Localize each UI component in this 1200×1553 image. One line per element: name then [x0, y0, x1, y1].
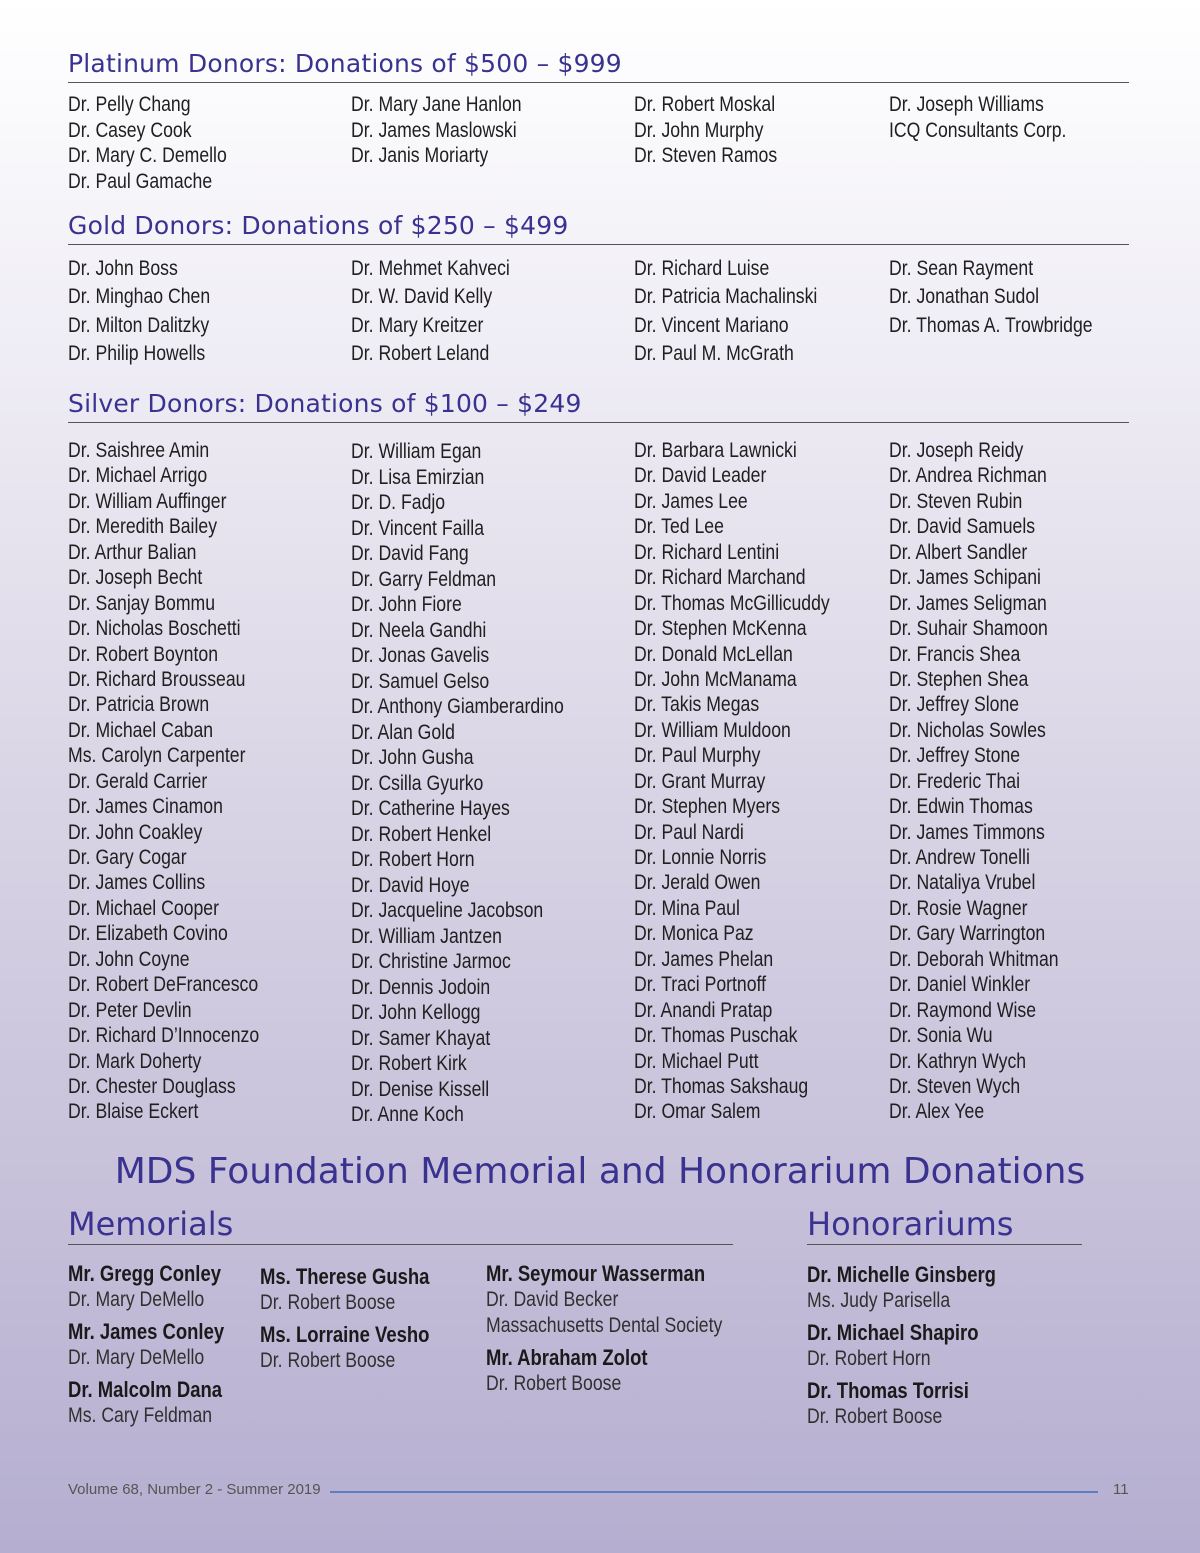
donor-name: Dr. Gary Warrington	[889, 922, 1046, 946]
donor-name: Dr. Daniel Winkler	[889, 973, 1031, 997]
tribute-donor: Ms. Cary Feldman	[68, 1404, 213, 1427]
donor-name: Dr. Paul Gamache	[68, 169, 213, 193]
tribute-entry	[807, 1378, 1032, 1430]
donor-name: Dr. Alex Yee	[889, 1100, 985, 1124]
donor-name: Dr. Paul Nardi	[634, 820, 744, 844]
tribute-name: Mr. James Conley	[68, 1319, 225, 1344]
donor-name: Dr. Peter Devlin	[68, 998, 192, 1022]
tribute-donor: Dr. Robert Horn	[807, 1347, 931, 1370]
tribute-name: Ms. Lorraine Vesho	[260, 1322, 430, 1347]
donor-name: Dr. John Boss	[68, 257, 178, 280]
donor-name: Dr. Elizabeth Covino	[68, 922, 228, 946]
donor-name: Dr. Paul Murphy	[634, 744, 761, 768]
donor-name: Dr. Chester Douglass	[68, 1074, 236, 1098]
tribute-donor: Dr. Robert Boose	[807, 1405, 943, 1428]
donor-name: Ms. Carolyn Carpenter	[68, 744, 246, 768]
donor-name: Dr. Garry Feldman	[351, 567, 497, 591]
tribute-name: Dr. Malcolm Dana	[68, 1377, 223, 1402]
platinum-column-1	[68, 92, 257, 194]
donor-name: Dr. Andrew Tonelli	[889, 846, 1030, 869]
donor-name: Dr. Lisa Emirzian	[351, 465, 485, 489]
donor-name: Dr. Traci Portnoff	[634, 973, 767, 997]
donor-name: Dr. Frederic Thai	[889, 769, 1021, 793]
donor-name: Dr. Robert Kirk	[351, 1052, 467, 1075]
honorariums-column	[807, 1262, 1032, 1436]
tribute-donor: Dr. Robert Boose	[260, 1291, 396, 1314]
donor-name: Dr. Gary Cogar	[68, 846, 187, 869]
donor-name: Dr. Michael Caban	[68, 718, 214, 742]
donor-name: Dr. James Phelan	[634, 947, 774, 971]
page-number: 11	[1113, 1481, 1129, 1498]
memorials-column-3	[486, 1261, 767, 1403]
donor-name: Dr. James Lee	[634, 489, 748, 513]
donor-name: Dr. John Fiore	[351, 593, 462, 616]
tribute-donor: Dr. Mary DeMello	[68, 1288, 205, 1311]
donor-name: Dr. Rosie Wagner	[889, 896, 1028, 920]
donor-name: Dr. Robert Boynton	[68, 642, 219, 666]
donor-name: Dr. Mary C. Demello	[68, 144, 227, 167]
donor-name: Dr. Stephen Myers	[634, 795, 781, 819]
donor-name: Dr. Mark Doherty	[68, 1049, 202, 1073]
donor-name: Dr. Patricia Machalinski	[634, 285, 818, 309]
donor-name: Dr. W. David Kelly	[351, 285, 493, 309]
donor-name: Dr. Pelly Chang	[68, 93, 191, 116]
donor-name: Dr. Jonathan Sudol	[889, 285, 1040, 309]
donor-name: Dr. Mary Kreitzer	[351, 313, 484, 337]
donor-name: Dr. Michael Arrigo	[68, 464, 208, 488]
donor-name: Dr. Michael Cooper	[68, 896, 219, 920]
donor-name: Dr. William Egan	[351, 440, 482, 463]
donor-name: Dr. David Fang	[351, 542, 469, 565]
donor-name: Dr. Jonas Gavelis	[351, 644, 490, 667]
donor-name: Dr. Joseph Williams	[889, 93, 1044, 116]
donor-name: Dr. D. Fadjo	[351, 491, 446, 514]
gold-column-1	[68, 255, 237, 368]
tribute-entry	[260, 1264, 462, 1316]
donor-name: Dr. Grant Murray	[634, 769, 766, 793]
donor-name: Dr. Csilla Gyurko	[351, 771, 484, 795]
donor-name: Dr. Blaise Eckert	[68, 1100, 199, 1124]
donor-name: Dr. Anandi Pratap	[634, 998, 773, 1022]
donor-name: Dr. Suhair Shamoon	[889, 617, 1048, 641]
silver-donors-heading: Silver Donors: Donations of $100 – $249	[68, 388, 1129, 423]
donor-name: Dr. Sanjay Bommu	[68, 591, 216, 615]
donor-name: Dr. Anthony Giamberardino	[351, 695, 564, 718]
donor-name: Dr. Neela Gandhi	[351, 618, 487, 642]
donor-name: Dr. Edwin Thomas	[889, 795, 1033, 819]
donor-name: Dr. John Coyne	[68, 947, 190, 971]
donor-name: Dr. Steven Rubin	[889, 489, 1023, 513]
tribute-name: Mr. Seymour Wasserman	[486, 1261, 706, 1286]
donor-name: Dr. Jeffrey Stone	[889, 744, 1021, 768]
tribute-entry	[807, 1320, 1032, 1372]
tribute-name: Dr. Michelle Ginsberg	[807, 1262, 996, 1287]
donor-name: Dr. Ted Lee	[634, 515, 724, 539]
tribute-name: Dr. Thomas Torrisi	[807, 1378, 969, 1403]
donor-name: Dr. John Gusha	[351, 746, 474, 769]
donor-name: Dr. Dennis Jodoin	[351, 975, 491, 999]
tribute-name: Ms. Therese Gusha	[260, 1264, 430, 1289]
donor-name: Dr. Stephen McKenna	[634, 617, 807, 641]
tribute-donor: Dr. Mary DeMello	[68, 1346, 205, 1369]
donor-name: Dr. Barbara Lawnicki	[634, 439, 797, 462]
donor-name: Dr. Arthur Balian	[68, 540, 197, 564]
donor-name: Dr. David Leader	[634, 464, 767, 488]
memorial-honorarium-title: MDS Foundation Memorial and Honorarium Donations	[114, 1151, 1086, 1192]
tribute-entry	[260, 1322, 462, 1374]
silver-column-1	[68, 438, 296, 1125]
tribute-donor: Dr. David Becker	[486, 1288, 619, 1311]
donor-name: Dr. Milton Dalitzky	[68, 313, 210, 337]
donor-name: Dr. Lonnie Norris	[634, 846, 767, 869]
donor-name: Dr. Catherine Hayes	[351, 797, 510, 820]
donor-name: Dr. Denise Kissell	[351, 1077, 490, 1101]
donor-name: Dr. Takis Megas	[634, 693, 760, 717]
donor-name: Dr. Joseph Becht	[68, 566, 203, 590]
gold-column-4	[889, 255, 1131, 340]
donor-name: Dr. Saishree Amin	[68, 439, 210, 462]
donor-name: Dr. John Kellogg	[351, 1001, 481, 1024]
donor-name: Dr. Stephen Shea	[889, 667, 1029, 691]
donor-name: Dr. Mehmet Kahveci	[351, 257, 510, 280]
donor-name: Dr. Vincent Failla	[351, 516, 485, 540]
donor-name: ICQ Consultants Corp.	[889, 118, 1067, 142]
donor-name: Dr. David Hoye	[351, 873, 470, 897]
platinum-column-2	[351, 92, 554, 169]
donor-name: Dr. Paul M. McGrath	[634, 341, 794, 365]
memorials-column-2	[260, 1264, 462, 1380]
donor-name: Dr. Albert Sandler	[889, 540, 1028, 564]
platinum-donors-heading: Platinum Donors: Donations of $500 – $999	[68, 48, 1129, 83]
platinum-column-4	[889, 92, 1100, 143]
donor-name: Dr. Casey Cook	[68, 118, 192, 142]
donor-name: Dr. Deborah Whitman	[889, 947, 1059, 971]
donor-name: Dr. James Cinamon	[68, 795, 223, 819]
donor-name: Dr. Omar Salem	[634, 1100, 761, 1124]
donor-name: Dr. Donald McLellan	[634, 642, 793, 666]
gold-column-2	[351, 255, 540, 368]
donor-name: Dr. David Samuels	[889, 515, 1036, 539]
tribute-name: Dr. Michael Shapiro	[807, 1320, 979, 1345]
silver-column-3	[634, 438, 867, 1125]
donor-name: Dr. Robert Henkel	[351, 822, 492, 846]
donor-name: Dr. Mina Paul	[634, 896, 740, 920]
donor-name: Dr. Samer Khayat	[351, 1026, 491, 1050]
tribute-donor: Massachusetts Dental Society	[486, 1314, 723, 1337]
donor-name: Dr. Richard Luise	[634, 257, 770, 280]
donor-name: Dr. James Schipani	[889, 566, 1041, 590]
donor-name: Dr. Nicholas Boschetti	[68, 617, 241, 641]
donor-name: Dr. Joseph Reidy	[889, 439, 1024, 462]
donor-name: Dr. James Seligman	[889, 591, 1047, 615]
silver-column-2	[351, 439, 604, 1128]
donor-name: Dr. Minghao Chen	[68, 285, 211, 309]
donor-name: Dr. Francis Shea	[889, 642, 1021, 666]
gold-donors-heading: Gold Donors: Donations of $250 – $499	[68, 210, 1129, 245]
tribute-entry	[486, 1261, 767, 1339]
tribute-name: Mr. Abraham Zolot	[486, 1345, 648, 1370]
donor-name: Dr. Christine Jarmoc	[351, 950, 511, 973]
donor-name: Dr. Monica Paz	[634, 922, 754, 946]
donor-name: Dr. William Jantzen	[351, 924, 502, 948]
tribute-entry	[807, 1262, 1032, 1314]
donor-name: Dr. Sean Rayment	[889, 257, 1034, 280]
donor-name: Dr. Jerald Owen	[634, 871, 761, 895]
donor-name: Dr. Robert Leland	[351, 341, 490, 365]
memorials-heading: Memorials	[68, 1204, 733, 1245]
donor-name: Dr. John Murphy	[634, 118, 764, 142]
tribute-donor: Ms. Judy Parisella	[807, 1289, 951, 1312]
tribute-donor: Dr. Robert Boose	[486, 1372, 622, 1395]
donor-name: Dr. Raymond Wise	[889, 998, 1037, 1022]
donor-name: Dr. Richard D’Innocenzo	[68, 1024, 260, 1048]
donor-name: Dr. Steven Wych	[889, 1074, 1021, 1098]
donor-name: Dr. Richard Brousseau	[68, 667, 246, 691]
donor-name: Dr. Thomas Puschak	[634, 1024, 798, 1048]
silver-column-4	[889, 438, 1091, 1125]
donor-name: Dr. John Coakley	[68, 820, 203, 844]
donor-name: Dr. James Collins	[68, 871, 206, 895]
donor-name: Dr. James Timmons	[889, 820, 1045, 844]
donor-name: Dr. Robert DeFrancesco	[68, 973, 259, 997]
tribute-entry	[68, 1319, 254, 1371]
donor-name: Dr. Robert Horn	[351, 848, 475, 871]
donor-name: Dr. Sonia Wu	[889, 1024, 993, 1048]
tribute-name: Mr. Gregg Conley	[68, 1261, 222, 1286]
donor-name: Dr. Janis Moriarty	[351, 144, 489, 167]
donor-name: Dr. Thomas McGillicuddy	[634, 591, 830, 615]
donor-name: Dr. Mary Jane Hanlon	[351, 93, 522, 116]
donor-name: Dr. Richard Lentini	[634, 540, 780, 564]
donor-name: Dr. Philip Howells	[68, 341, 206, 365]
footer-divider	[330, 1491, 1098, 1493]
donor-name: Dr. Anne Koch	[351, 1103, 464, 1126]
donor-name: Dr. Michael Putt	[634, 1049, 759, 1073]
donor-name: Dr. Gerald Carrier	[68, 769, 208, 793]
tribute-entry	[68, 1261, 254, 1313]
donor-name: Dr. Jeffrey Slone	[889, 693, 1020, 717]
donor-name: Dr. William Muldoon	[634, 718, 791, 742]
donor-name: Dr. Richard Marchand	[634, 566, 806, 590]
platinum-column-3	[634, 92, 804, 169]
donor-name: Dr. Andrea Richman	[889, 464, 1047, 488]
donor-name: Dr. Vincent Mariano	[634, 313, 789, 337]
footer-issue: Volume 68, Number 2 - Summer 2019	[68, 1481, 321, 1498]
memorials-column-1	[68, 1261, 254, 1435]
donor-name: Dr. Kathryn Wych	[889, 1049, 1027, 1073]
donor-name: Dr. Thomas Sakshaug	[634, 1074, 809, 1098]
donor-name: Dr. John McManama	[634, 667, 797, 691]
donor-name: Dr. Robert Moskal	[634, 93, 776, 116]
tribute-entry	[68, 1377, 254, 1429]
donor-name: Dr. James Maslowski	[351, 118, 517, 142]
honorariums-heading: Honorariums	[807, 1204, 1082, 1245]
donor-name: Dr. William Auffinger	[68, 489, 227, 513]
donor-name: Dr. Jacqueline Jacobson	[351, 899, 544, 922]
donor-name: Dr. Meredith Bailey	[68, 515, 218, 539]
tribute-donor: Dr. Robert Boose	[260, 1349, 396, 1372]
donor-name: Dr. Thomas A. Trowbridge	[889, 313, 1093, 337]
gold-column-3	[634, 255, 852, 368]
donor-name: Dr. Samuel Gelso	[351, 669, 490, 693]
donor-name: Dr. Steven Ramos	[634, 144, 778, 167]
tribute-entry	[486, 1345, 767, 1397]
donor-name: Dr. Patricia Brown	[68, 693, 210, 717]
donor-name: Dr. Nataliya Vrubel	[889, 871, 1036, 895]
donor-name: Dr. Nicholas Sowles	[889, 718, 1046, 742]
donor-name: Dr. Alan Gold	[351, 720, 455, 744]
